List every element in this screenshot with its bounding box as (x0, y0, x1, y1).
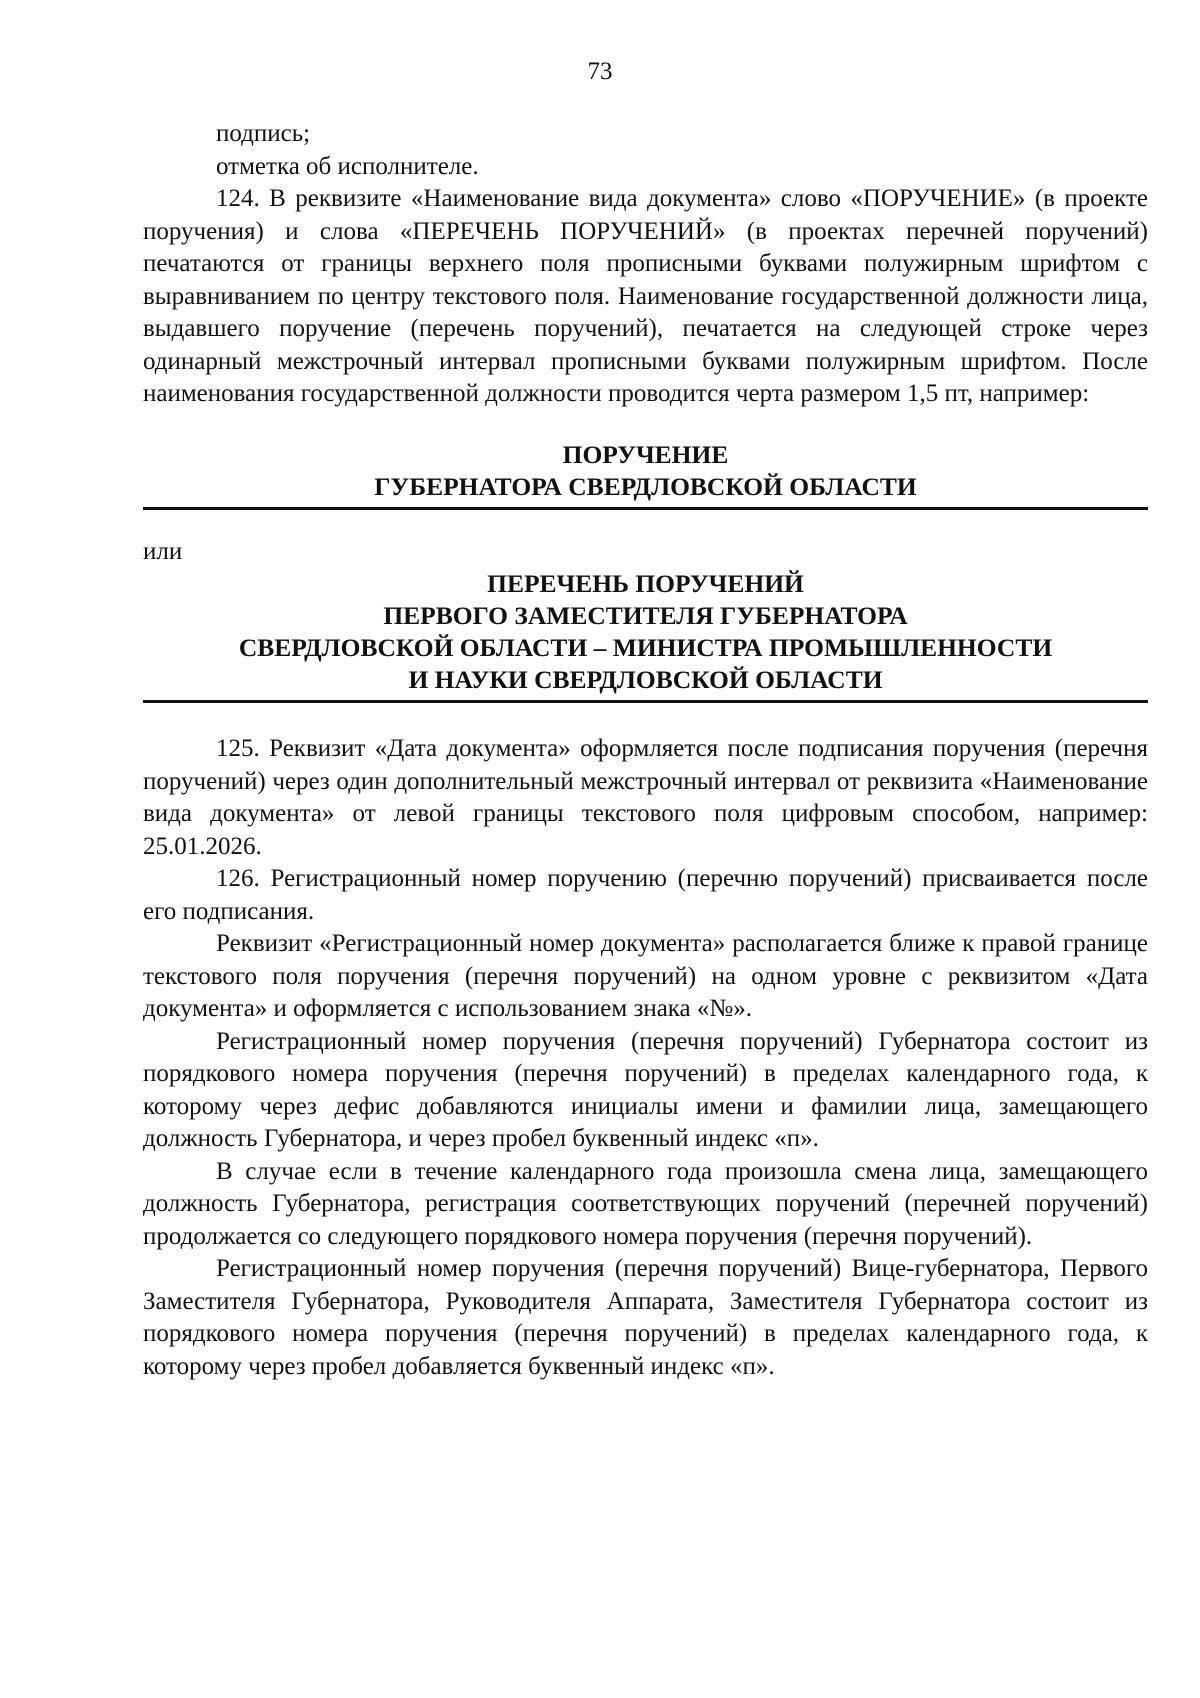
list-item-executor-mark: отметка об исполнителе. (216, 152, 479, 180)
page-number: 73 (587, 58, 613, 85)
paragraph-125: 125. Реквизит «Дата документа» оформляется после подписания поручения (перечня поручений) через один дополнительный межстрочный интервал от реквизита «Наименование вида документа» от левой границы текстового поля цифровым способом, например: 25.01.2026. (143, 735, 1148, 860)
heading-line: ПЕРЕЧЕНЬ ПОРУЧЕНИЙ (487, 569, 804, 598)
paragraph-registration-placement: Реквизит «Регистрационный номер документа» располагается ближе к правой границе текстового поля поручения (перечня поручений) на одном уровне с реквизитом «Дата документа» и оформляется с использованием знака «№». (143, 930, 1148, 1022)
heading-line: ГУБЕРНАТОРА СВЕРДЛОВСКОЙ ОБЛАСТИ (374, 471, 917, 501)
spacer (143, 703, 1148, 733)
paragraph-deputy-number: Регистрационный номер поручения (перечня поручений) Вице-губернатора, Первого Заместителя Губернатора, Руководителя Аппарата, Заместителя Губернатора состоит из порядкового номера поручения (перечня поручений) в пределах календарного года, к которому через пробел добавляется буквенный индекс «п». (143, 1255, 1148, 1380)
paragraph-governor-change: В случае если в течение календарного года произошла смена лица, замещающего должность Губернатора, регистрация соответствующих поручений (перечней поручений) продолжается со следующего порядкового номера поручения (перечня поручений). (143, 1157, 1148, 1250)
example-heading-order-list (143, 568, 1148, 703)
paragraph-124: 124. В реквизите «Наименование вида документа» слово «ПОРУЧЕНИЕ» (в проекте поручения) и слова «ПЕРЕЧЕНЬ ПОРУЧЕНИЙ» (в проектах перечней поручений) печатаются от границы верхнего поля прописными буквами полужирным шрифтом с выравниванием по центру текстового поля. Наименование государственной должности лица, выдавшего поручение (перечень поручений), печатается на следующей строке через одинарный межстрочный интервал прописными буквами полужирным шрифтом. После наименования государственной должности проводится черта размером 1,5 пт, например: (143, 185, 1148, 407)
heading-line: ПЕРВОГО ЗАМЕСТИТЕЛЯ ГУБЕРНАТОРА (383, 601, 908, 630)
heading-line: СВЕРДЛОВСКОЙ ОБЛАСТИ – МИНИСТРА ПРОМЫШЛЕННОСТИ (238, 633, 1053, 662)
paragraph-governor-number: Регистрационный номер поручения (перечня поручений) Губернатора состоит из порядкового номера поручения (перечня поручений) в пределах календарного года, к которому через дефис добавляются инициалы имени и фамилии лица, замещающего должность Губернатора, и через пробел буквенный индекс «п». (143, 1027, 1148, 1152)
example-heading-order (143, 439, 1148, 510)
list-item-signature: подпись; (216, 120, 311, 147)
or-word: или (143, 537, 183, 565)
heading-line: ПОРУЧЕНИЕ (562, 439, 729, 469)
spacer (143, 510, 1148, 536)
document-body (143, 118, 1148, 1383)
heading-line: И НАУКИ СВЕРДЛОВСКОЙ ОБЛАСТИ (408, 665, 883, 694)
spacer (143, 411, 1148, 439)
paragraph-126: 126. Регистрационный номер поручению (перечню поручений) присваивается после его подписания. (143, 865, 1148, 925)
